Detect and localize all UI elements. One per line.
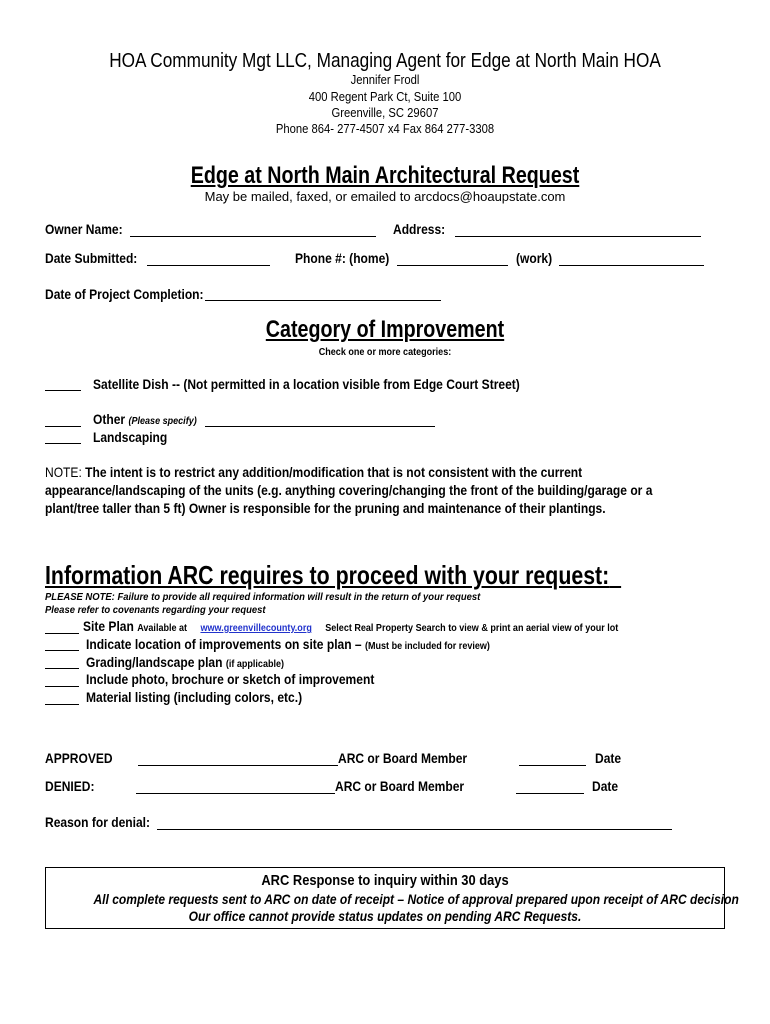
arc-response-line-2: Our office cannot provide status updates on pending ARC Requests. bbox=[188, 908, 582, 924]
form-title: Edge at North Main Architectural Request bbox=[190, 162, 580, 189]
reason-denial-label: Reason for denial: bbox=[45, 814, 151, 830]
category-title: Category of Improvement bbox=[265, 316, 505, 343]
requirement-note: (Must be included for review) bbox=[364, 640, 490, 652]
other-checkbox[interactable] bbox=[45, 426, 81, 427]
note-line-1 bbox=[45, 464, 582, 480]
site-plan-instructions: Select Real Property Search to view & print an aerial view of your lot bbox=[325, 622, 619, 634]
denied-signature-field[interactable] bbox=[136, 793, 335, 794]
phone-work-label: (work) bbox=[516, 250, 553, 266]
please-note: PLEASE NOTE: Failure to provide all required information will result in the return of your request bbox=[45, 591, 481, 603]
address-line-1: 400 Regent Park Ct, Suite 100 bbox=[308, 90, 462, 104]
completion-date-label: Date of Project Completion: bbox=[45, 286, 204, 302]
arc-response-box bbox=[45, 867, 739, 929]
reason-denial-field[interactable] bbox=[157, 829, 672, 830]
category-subtitle: Check one or more categories: bbox=[318, 346, 452, 358]
phone-home-label: Phone #: (home) bbox=[295, 250, 390, 266]
greenville-county-link[interactable]: www.greenvillecounty.org bbox=[200, 622, 312, 634]
site-plan-row bbox=[83, 618, 618, 634]
material-listing-checkbox[interactable] bbox=[45, 704, 79, 705]
agent-header-title: HOA Community Mgt LLC, Managing Agent for Edge at North Main HOA bbox=[109, 50, 661, 72]
satellite-dish-checkbox[interactable] bbox=[45, 390, 81, 391]
other-label: Other bbox=[93, 411, 126, 427]
requirements-title-text: Information ARC requires to proceed with your request: bbox=[45, 560, 610, 590]
address-field[interactable] bbox=[455, 236, 701, 237]
requirement-label: Grading/landscape plan bbox=[86, 654, 223, 670]
requirement-label: Indicate location of improvements on site plan – bbox=[86, 636, 362, 652]
approved-label: APPROVED bbox=[45, 750, 113, 766]
approved-signature-field[interactable] bbox=[138, 765, 338, 766]
site-plan-checkbox[interactable] bbox=[45, 633, 79, 634]
arc-response-title: ARC Response to inquiry within 30 days bbox=[261, 872, 509, 889]
denied-date-label: Date bbox=[592, 778, 619, 794]
contact-name: Jennifer Frodl bbox=[350, 73, 420, 87]
requirement-item-photo: Include photo, brochure or sketch of improvement bbox=[86, 671, 375, 687]
site-plan-location-checkbox[interactable] bbox=[45, 650, 79, 651]
category-item-other bbox=[93, 411, 197, 427]
landscaping-checkbox[interactable] bbox=[45, 443, 81, 444]
note-line-3: plant/tree taller than 5 ft) Owner is responsible for the pruning and maintenance of their plantings. bbox=[45, 500, 606, 516]
completion-date-field[interactable] bbox=[205, 300, 441, 301]
requirement-item-materials: Material listing (including colors, etc.) bbox=[86, 689, 303, 705]
grading-plan-checkbox[interactable] bbox=[45, 668, 79, 669]
other-note: (Please specify) bbox=[128, 415, 197, 427]
covenants-note: Please refer to covenants regarding your request bbox=[45, 604, 266, 616]
site-plan-available: Available at bbox=[137, 622, 188, 634]
approved-date-field[interactable] bbox=[519, 765, 586, 766]
phone-home-field[interactable] bbox=[397, 265, 508, 266]
category-item-landscaping: Landscaping bbox=[93, 429, 168, 445]
phone-fax: Phone 864- 277-4507 x4 Fax 864 277-3308 bbox=[275, 122, 495, 136]
note-text-1: The intent is to restrict any addition/modification that is not consistent with the current bbox=[85, 464, 583, 480]
date-submitted-field[interactable] bbox=[147, 265, 270, 266]
requirement-item-location bbox=[86, 636, 490, 652]
denied-date-field[interactable] bbox=[516, 793, 584, 794]
owner-name-label: Owner Name: bbox=[45, 221, 123, 237]
owner-name-field[interactable] bbox=[130, 236, 376, 237]
address-line-2: Greenville, SC 29607 bbox=[331, 106, 439, 120]
date-submitted-label: Date Submitted: bbox=[45, 250, 138, 266]
note-prefix: NOTE: bbox=[45, 464, 82, 480]
other-specify-field[interactable] bbox=[205, 426, 435, 427]
photo-checkbox[interactable] bbox=[45, 686, 79, 687]
approved-date-label: Date bbox=[595, 750, 622, 766]
arc-response-line-1: All complete requests sent to ARC on date of receipt – Notice of approval prepared upon receipt of ARC decision bbox=[93, 891, 739, 907]
phone-work-field[interactable] bbox=[559, 265, 704, 266]
note-line-2: appearance/landscaping of the units (e.g. anything covering/changing the front of the building/garage or a bbox=[45, 482, 653, 498]
approved-member-label: ARC or Board Member bbox=[338, 750, 468, 766]
denied-member-label: ARC or Board Member bbox=[335, 778, 465, 794]
site-plan-label: Site Plan bbox=[83, 618, 134, 634]
category-item-satellite-dish: Satellite Dish -- (Not permitted in a location visible from Edge Court Street) bbox=[93, 376, 520, 392]
address-label: Address: bbox=[393, 221, 446, 237]
denied-label: DENIED: bbox=[45, 778, 95, 794]
requirement-item-grading bbox=[86, 654, 284, 670]
requirements-title bbox=[45, 560, 621, 591]
requirement-note: (if applicable) bbox=[225, 658, 285, 670]
form-subtitle: May be mailed, faxed, or emailed to arcdocs@hoaupstate.com bbox=[204, 189, 566, 204]
